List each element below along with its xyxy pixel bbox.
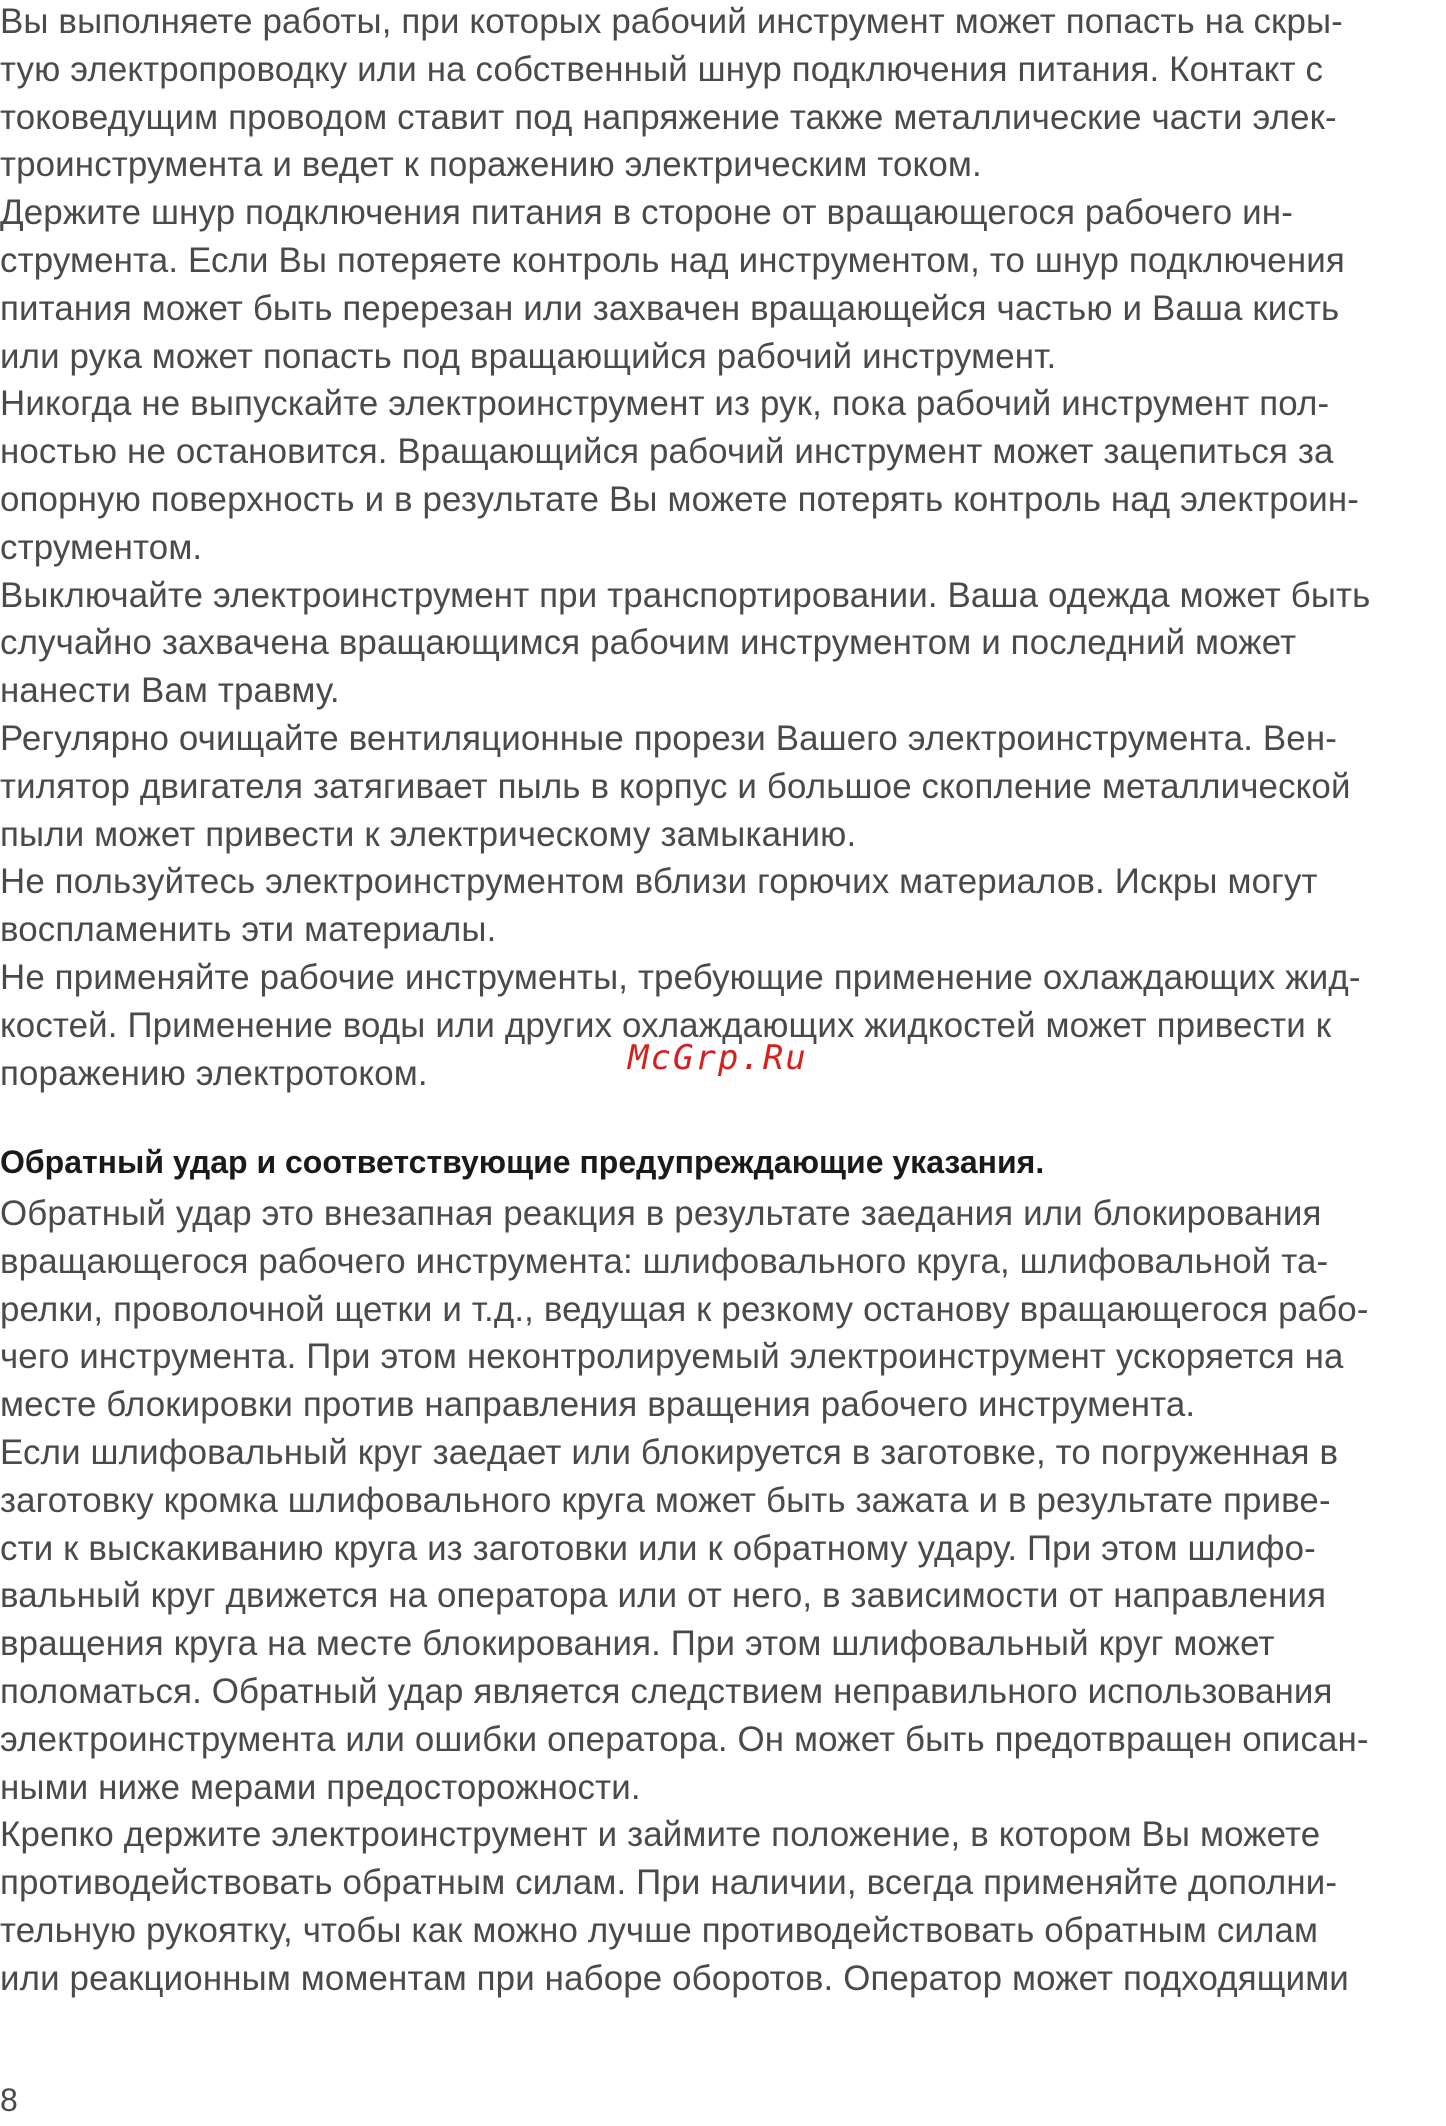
text-line: Регулярно очищайте вентиляционные прорези Вашего электроинструмента. Вен- bbox=[0, 718, 1337, 758]
text-line: Обратный удар это внезапная реакция в результате заедания или блокирования bbox=[0, 1194, 1322, 1233]
text-line: струмента. Если Вы потеряете контроль над инструментом, то шнур подключения bbox=[0, 240, 1345, 280]
text-line: пыли может привести к электрическому замыканию. bbox=[0, 814, 857, 854]
text-line: воспламенить эти материалы. bbox=[0, 910, 497, 950]
text-line: Никогда не выпускайте электроинструмент из рук, пока рабочий инструмент пол- bbox=[0, 384, 1330, 424]
page-number: 8 bbox=[0, 2082, 18, 2118]
text-line: тилятор двигателя затягивает пыль в корпус и большое скопление металлической bbox=[0, 766, 1351, 806]
text-line: релки, проволочной щетки и т.д., ведущая к резкому останову вращающегося рабо- bbox=[0, 1289, 1369, 1329]
text-line: поломаться. Обратный удар является следствием неправильного использования bbox=[0, 1671, 1333, 1711]
text-line: противодействовать обратным силам. При наличии, всегда применяйте дополни- bbox=[0, 1863, 1338, 1903]
text-line: или реакционным моментам при наборе оборотов. Оператор может подходящими bbox=[0, 1958, 1349, 1998]
text-line: вальный круг движется на оператора или от него, в зависимости от направления bbox=[0, 1576, 1327, 1616]
text-line: или рука может попасть под вращающийся рабочий инструмент. bbox=[0, 336, 1057, 376]
text-line: тельную рукоятку, чтобы как можно лучше противодействовать обратным силам bbox=[0, 1910, 1319, 1950]
text-line: вращения круга на месте блокирования. При этом шлифовальный круг может bbox=[0, 1624, 1275, 1664]
text-line: Не пользуйтесь электроинструментом вблизи горючих материалов. Искры могут bbox=[0, 862, 1318, 902]
text-line: Выключайте электроинструмент при транспортировании. Ваша одежда может быть bbox=[0, 575, 1371, 615]
text-line: заготовку кромка шлифовального круга может быть зажата и в результате приве- bbox=[0, 1480, 1331, 1520]
text-line: Не применяйте рабочие инструменты, требующие применение охлаждающих жид- bbox=[0, 957, 1361, 997]
text-line: Вы выполняете работы, при которых рабочий инструмент может попасть на скры- bbox=[0, 2, 1343, 41]
text-line: питания может быть перерезан или захвачен вращающейся частью и Ваша кисть bbox=[0, 288, 1340, 328]
text-line: сти к выскакиванию круга из заготовки или к обратному удару. При этом шлифо- bbox=[0, 1528, 1316, 1568]
text-line: чего инструмента. При этом неконтролируемый электроинструмент ускоряется на bbox=[0, 1337, 1344, 1377]
text-line: нанести Вам травму. bbox=[0, 671, 340, 711]
text-line: токоведущим проводом ставит под напряжение также металлические части элек- bbox=[0, 97, 1337, 137]
section-kickback bbox=[0, 1190, 1446, 2003]
text-line: поражению электротоком. bbox=[0, 1053, 428, 1093]
text-line: вращающегося рабочего инструмента: шлифовального круга, шлифовальной та- bbox=[0, 1241, 1329, 1281]
text-line: месте блокировки против направления вращения рабочего инструмента. bbox=[0, 1385, 1196, 1425]
text-line: Держите шнур подключения питания в стороне от вращающегося рабочего ин- bbox=[0, 193, 1293, 233]
text-line: троинструмента и ведет к поражению электрическим током. bbox=[0, 145, 982, 185]
text-line: случайно захвачена вращающимся рабочим инструментом и последний может bbox=[0, 623, 1297, 663]
text-line: костей. Применение воды или других охлаждающих жидкостей может привести к bbox=[0, 1005, 1332, 1045]
text-line: ными ниже мерами предосторожности. bbox=[0, 1767, 641, 1807]
text-line: опорную поверхность и в результате Вы можете потерять контроль над электроин- bbox=[0, 479, 1360, 519]
text-line: Крепко держите электроинструмент и займите положение, в котором Вы можете bbox=[0, 1815, 1321, 1855]
watermark-logo: McGrp.Ru bbox=[628, 1038, 808, 1078]
section-heading-kickback: Обратный удар и соответствующие предупреждающие указания. bbox=[0, 1144, 1045, 1180]
text-line: Если шлифовальный круг заедает или блокируется в заготовке, то погруженная в bbox=[0, 1432, 1339, 1472]
text-line: струментом. bbox=[0, 527, 203, 567]
text-line: электроинструмента или ошибки оператора. Он может быть предотвращен описан- bbox=[0, 1719, 1369, 1759]
text-line: тую электропроводку или на собственный шнур подключения питания. Контакт с bbox=[0, 49, 1324, 89]
text-line: ностью не остановится. Вращающийся рабочий инструмент может зацепиться за bbox=[0, 432, 1334, 472]
